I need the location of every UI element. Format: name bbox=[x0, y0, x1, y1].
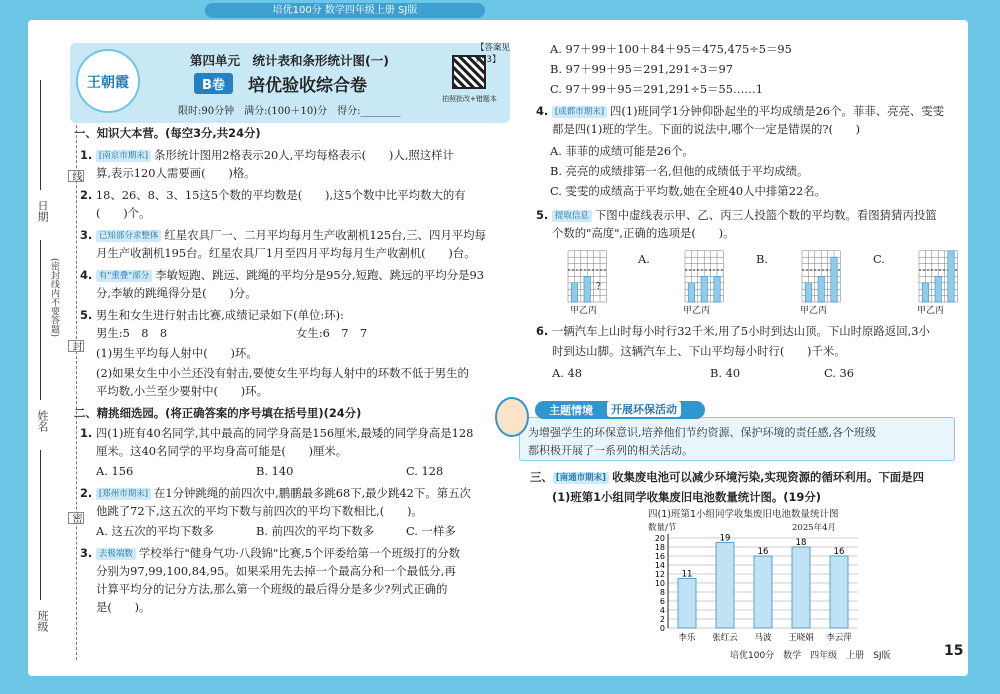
q2-5-line2: 个数的"高度",正确的选项是( )。 bbox=[552, 226, 735, 240]
q2-2-option-b: B. 前四次的平均下数多 bbox=[256, 524, 375, 538]
q2-5-label-a: A. bbox=[638, 252, 650, 266]
q2-1-option-c: C. 128 bbox=[406, 464, 444, 478]
section-1-title: 一、知识大本营。(每空3分,共24分) bbox=[74, 126, 261, 140]
q2-2-option-c: C. 一样多 bbox=[406, 524, 456, 538]
chart-category-label: 马波 bbox=[754, 633, 772, 643]
chart-y-tick: 16 bbox=[654, 552, 665, 561]
chart-y-tick: 20 bbox=[654, 534, 665, 543]
q1-5-sub1: (1)男生平均每人射中( )环。 bbox=[96, 346, 258, 360]
q2-4-option-c: C. 雯雯的成绩高于平均数,她在全班40人中排第22名。 bbox=[550, 184, 826, 198]
q2-5-axis-names-1: 甲乙丙 bbox=[570, 306, 598, 316]
chart-title: 四(1)班第1小组同学收集废旧电池数量统计图 bbox=[648, 509, 839, 520]
q1-5-sub2-line2: 平均数,小兰至少要射中( )环。 bbox=[96, 384, 268, 398]
q2-4-line2: 都是四(1)班的学生。下面的说法中,哪个一定是错误的?( ) bbox=[552, 122, 861, 136]
q2-1-line2: 厘米。这40名同学的平均身高可能是( )厘米。 bbox=[96, 444, 348, 458]
q2-3-option-b: B. 97＋99＋95＝291,291÷3＝97 bbox=[550, 62, 734, 76]
battery-bar-chart bbox=[640, 530, 870, 645]
chart-ylabel: 数量/节 bbox=[648, 523, 677, 533]
q2-5-axis-names-3: 甲乙丙 bbox=[800, 306, 828, 316]
q2-3-line2: 分别为97,99,100,84,95。如果采用先去掉一个最高分和一个最低分,再 bbox=[96, 564, 456, 578]
q1-5-line1: 5. 男生和女生进行射击比赛,成绩记录如下(单位:环): bbox=[80, 308, 344, 322]
date-label: 日期 bbox=[36, 200, 49, 222]
margin-secret-mark: 密 bbox=[68, 512, 84, 524]
chart-bar bbox=[716, 543, 734, 629]
chart-y-tick: 6 bbox=[659, 597, 665, 606]
brand-logo: 王朝霞 bbox=[76, 49, 140, 113]
q2-5-axis-names-2: 甲乙丙 bbox=[683, 306, 711, 316]
q2-6-option-a: A. 48 bbox=[552, 366, 582, 380]
chart-data-label: 11 bbox=[681, 569, 693, 580]
chart-data-label: 19 bbox=[719, 533, 731, 544]
q2-2-option-a: A. 这五次的平均下数多 bbox=[96, 524, 214, 538]
chart-bar bbox=[792, 547, 810, 628]
mini-bar bbox=[805, 283, 811, 302]
q2-1-option-b: B. 140 bbox=[256, 464, 294, 478]
class-line bbox=[40, 450, 41, 600]
theme-text-line2: 都积极开展了一系列的相关活动。 bbox=[528, 444, 693, 457]
q2-5-label-c: C. bbox=[873, 252, 885, 266]
theme-context bbox=[495, 397, 955, 467]
margin-line-mark: 线 bbox=[68, 170, 84, 182]
cut-warning: (密封线内不要答题) bbox=[49, 258, 59, 338]
q1-4-line2: 分,李敏的跳绳得分是( )分。 bbox=[96, 286, 257, 300]
chart-bar bbox=[830, 556, 848, 628]
date-line bbox=[40, 80, 41, 190]
q2-3-line3: 计算平均分的记分方法,那么第一个班级的最后得分是多少?列式正确的 bbox=[96, 582, 448, 596]
q1-1-line2: 算,表示120人需要画( )格。 bbox=[96, 166, 256, 180]
chart-y-tick: 0 bbox=[659, 624, 665, 633]
q2-2-line2: 他跳了72下,这五次的平均下数与前四次的平均下数相比,( )。 bbox=[96, 504, 423, 518]
q2-6-option-b: B. 40 bbox=[710, 366, 741, 380]
mini-bar bbox=[584, 276, 590, 302]
q2-6-option-c: C. 36 bbox=[824, 366, 855, 380]
chart-data-label: 18 bbox=[795, 538, 807, 548]
name-line bbox=[40, 240, 41, 400]
mini-bar bbox=[571, 283, 577, 302]
q1-1-line1: 1. [南京市期末] 条形统计图用2格表示20人,平均每格表示( )人,照这样计 bbox=[80, 148, 454, 162]
q1-3-line1: 3. 已知部分求整体 红星农具厂一、二月平均每月生产收割机125台,三、四月平均每 bbox=[80, 228, 486, 242]
q1-3-line2: 月生产收割机195台。红星农具厂1月至四月平均每月生产收割机( )台。 bbox=[96, 246, 476, 260]
time-score-line: 限时:90分钟 满分:(100＋10)分 得分:________ bbox=[178, 106, 401, 117]
chart-y-tick: 14 bbox=[654, 561, 665, 570]
mini-bar bbox=[935, 276, 941, 302]
chart-y-tick: 4 bbox=[659, 606, 665, 615]
q2-3-option-a: A. 97＋99＋100＋84＋95＝475,475÷5＝95 bbox=[550, 42, 792, 56]
top-band bbox=[0, 0, 1000, 20]
q2-6-line1: 6. 一辆汽车上山时每小时行32千米,用了5小时到达山顶。下山时原路返回,3小 bbox=[536, 324, 930, 338]
chart-y-tick: 18 bbox=[654, 543, 665, 552]
paper-title: 培优验收综合卷 bbox=[248, 76, 367, 96]
paper-badge: B卷 bbox=[194, 73, 233, 94]
mini-bar bbox=[948, 251, 954, 302]
mini-bar bbox=[922, 283, 928, 302]
q2-3-line1: 3. 去极端数 学校举行"健身气功·八段锦"比赛,5个评委给第一个班级打的分数 bbox=[80, 546, 461, 560]
q2-2-line1: 2. [郑州市期末] 在1分钟跳绳的前四次中,鹏鹏最多跳68下,最少跳42下。第五次 bbox=[80, 486, 471, 500]
mini-bar bbox=[818, 276, 824, 302]
mini-bar bbox=[688, 283, 694, 302]
answer-ref: 【答案见 P53】 bbox=[476, 43, 511, 65]
chart-y-tick: 10 bbox=[654, 579, 665, 588]
mini-bar bbox=[701, 276, 707, 302]
unit-title: 第四单元 统计表和条形统计图(一) bbox=[190, 53, 389, 68]
cut-line bbox=[76, 80, 77, 660]
section-3-line2: (1)班第1小组同学收集废旧电池数量统计图。(19分) bbox=[552, 490, 821, 504]
q2-5-line1: 5. 提取信息 下图中虚线表示甲、乙、丙三人投篮个数的平均数。看图猜猜丙投篮 bbox=[536, 208, 937, 222]
q2-4-line1: 4. [成都市期末] 四(1)班同学1分钟仰卧起坐的平均成绩是26个。菲菲、亮亮、雯雯 bbox=[536, 104, 945, 118]
q1-2-line1: 2. 18、26、8、3、15这5个数的平均数是( ),这5个数中比平均数大的有 bbox=[80, 188, 466, 202]
book-title-bar: 培优100分 数学四年级上册 SJ版 bbox=[205, 3, 485, 18]
q2-3-line4: 是( )。 bbox=[96, 600, 151, 614]
scan-hint: 拍照批改+错题本 bbox=[442, 95, 497, 103]
q1-5-sub2-line1: (2)如果女生中小兰还没有射击,要使女生平均每人射中的环数不低于男生的 bbox=[96, 366, 469, 380]
section-2-title: 二、精挑细选园。(将正确答案的序号填在括号里)(24分) bbox=[74, 406, 362, 420]
chart-y-tick: 12 bbox=[654, 570, 665, 579]
chart-data-label: 16 bbox=[833, 547, 845, 557]
class-label: 班级 bbox=[36, 610, 49, 632]
q2-5-label-b: B. bbox=[756, 252, 768, 266]
student-avatar-icon bbox=[495, 397, 529, 437]
q2-3-option-c: C. 97＋99＋95＝291,291÷5＝55……1 bbox=[550, 82, 764, 96]
chart-bar bbox=[754, 556, 772, 628]
theme-text-line1: 为增强学生的环保意识,培养他们节约资源、保护环境的责任感,各个班级 bbox=[528, 426, 876, 439]
chart-category-label: 李乐 bbox=[678, 633, 696, 643]
chart-category-label: 李云萍 bbox=[826, 633, 852, 643]
theme-activity: 开展环保活动 bbox=[607, 401, 681, 417]
q1-2-line2: ( )个。 bbox=[96, 206, 151, 220]
q2-4-option-b: B. 亮亮的成绩排第一名,但他的成绩低于平均成绩。 bbox=[550, 164, 809, 178]
mini-bar bbox=[714, 276, 720, 302]
q2-1-option-a: A. 156 bbox=[96, 464, 134, 478]
chart-date: 2025年4月 bbox=[792, 523, 837, 533]
q1-4-line1: 4. 有"重叠"部分 李敏短跑、跳远、跳绳的平均分是95分,短跑、跳远的平均分是93 bbox=[80, 268, 484, 282]
q2-5-question-mark: ? bbox=[596, 282, 601, 292]
page-number: 15 bbox=[944, 643, 964, 659]
section-3-line1: 三、 [南通市期末] 收集废电池可以减少环境污染,实现资源的循环利用。下面是四 bbox=[530, 470, 924, 484]
mini-bar bbox=[831, 257, 837, 302]
chart-y-tick: 2 bbox=[659, 615, 665, 624]
chart-category-label: 王晓娟 bbox=[788, 633, 814, 643]
theme-label: 主题情境 bbox=[549, 404, 593, 417]
margin-seal-mark: 封 bbox=[68, 340, 84, 352]
q1-5-boys: 男生:5 8 8 bbox=[96, 326, 168, 340]
chart-bar bbox=[678, 579, 696, 629]
chart-y-tick: 8 bbox=[659, 588, 665, 597]
theme-text-box bbox=[519, 417, 955, 461]
page-footer: 培优100分 数学 四年级 上册 SJ版 bbox=[730, 651, 891, 661]
q1-5-girls: 女生:6 7 7 bbox=[296, 326, 368, 340]
q2-5-axis-names-4: 甲乙丙 bbox=[917, 306, 945, 316]
q2-4-option-a: A. 菲菲的成绩可能是26个。 bbox=[550, 144, 694, 158]
chart-category-label: 张红云 bbox=[712, 633, 738, 643]
name-label: 姓名 bbox=[36, 410, 49, 432]
q2-6-line2: 时到达山脚。这辆汽车上、下山平均每小时行( )千米。 bbox=[552, 344, 846, 358]
q2-1-line1: 1. 四(1)班有40名同学,其中最高的同学身高是156厘米,最矮的同学身高是128 bbox=[80, 426, 474, 440]
chart-data-label: 16 bbox=[757, 547, 769, 557]
